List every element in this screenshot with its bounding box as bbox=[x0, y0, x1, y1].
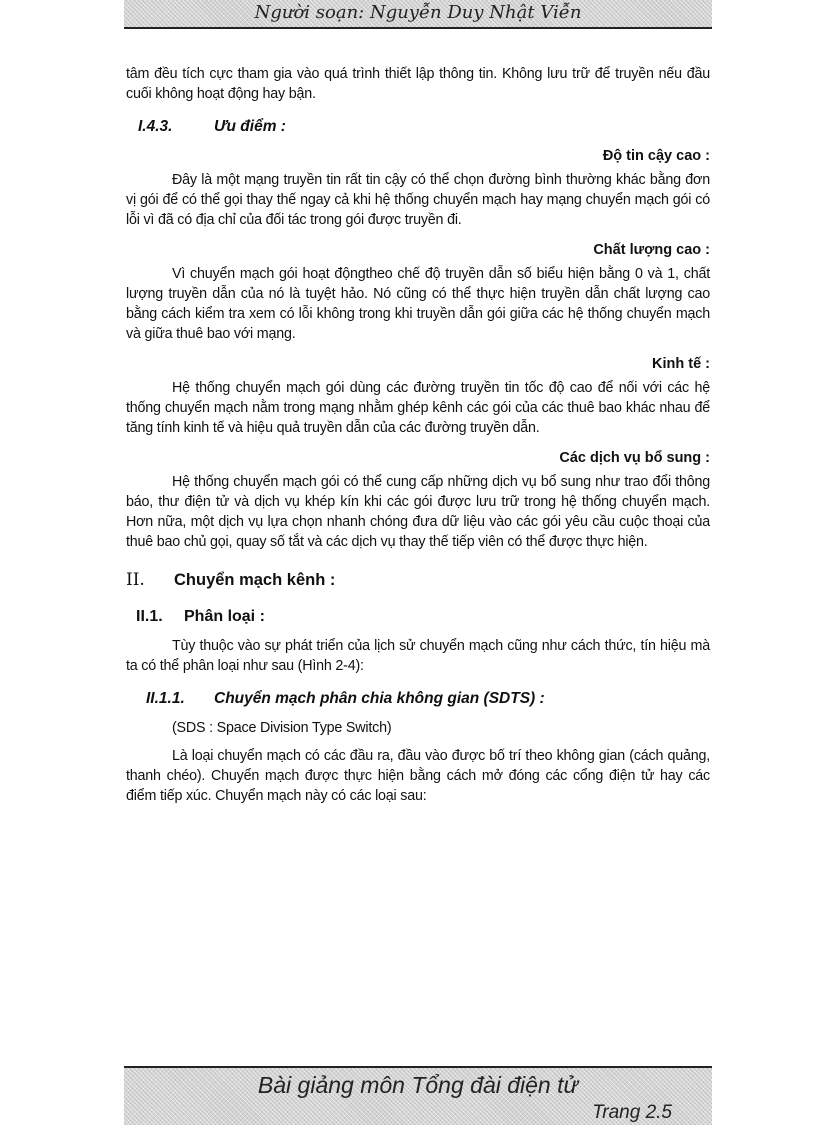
paragraph-economy: Hệ thống chuyển mạch gói dùng các đường truyền tin tốc độ cao để nối với các hệ thống chuyển mạch nằm trong mạng nhằm ghép kênh các gói của các thuê bao khác nhau để tăng tính kinh tế và hiệu quả truyền dẫn của các đường truyền dẫn. bbox=[126, 380, 710, 436]
section-number: II. bbox=[126, 570, 145, 590]
subheading-economy: Kinh tế : bbox=[652, 356, 710, 372]
subheading-quality: Chất lượng cao : bbox=[593, 242, 710, 258]
page-number: Trang 2.5 bbox=[592, 1102, 672, 1123]
author-line: Người soạn: Nguyễn Duy Nhật Viễn bbox=[254, 2, 582, 23]
paragraph-classification: Tùy thuộc vào sự phát triển của lịch sử chuyển mạch cũng như cách thức, tín hiệu mà ta có thể phân loại như sau (Hình 2-4): bbox=[126, 638, 710, 674]
section-heading-advantages bbox=[126, 118, 710, 136]
section-title: Chuyển mạch kênh : bbox=[174, 571, 336, 589]
paragraph-reliability: Đây là một mạng truyền tin rất tin cậy có thể chọn đường bình thường khác bằng đơn vị gói để có thể gọi thay thế ngay cả khi hệ thống chuyển mạch hay mạng chuyển mạch gói có lỗi vì đã có địa chỉ của đối tác trong gói được truyền đi. bbox=[126, 172, 710, 228]
sds-note: (SDS : Space Division Type Switch) bbox=[172, 720, 392, 736]
section-heading-sdts bbox=[126, 690, 710, 708]
section-number: I.4.3. bbox=[138, 118, 173, 135]
section-title: Chuyển mạch phân chia không gian (SDTS) : bbox=[214, 690, 545, 707]
course-title: Bài giảng môn Tổng đài điện tử bbox=[257, 1072, 579, 1098]
subheading-reliability: Độ tin cậy cao : bbox=[602, 148, 710, 164]
section-title: Phân loại : bbox=[184, 608, 265, 625]
page-footer bbox=[124, 1066, 712, 1125]
page-header bbox=[124, 0, 712, 29]
subheading-services: Các dịch vụ bổ sung : bbox=[559, 450, 710, 466]
section-title: Ưu điểm : bbox=[214, 118, 286, 135]
paragraph-sds: Là loại chuyển mạch có các đầu ra, đầu vào được bố trí theo không gian (cách quảng, thanh chéo). Chuyển mạch được thực hiện bằng cách mở đóng các cổng điện tử hay các điểm tiếp xúc. Chuyển mạch này có các loại sau: bbox=[126, 748, 710, 804]
section-heading-classification bbox=[126, 608, 710, 626]
section-number: II.1.1. bbox=[146, 690, 185, 707]
intro-paragraph: tâm đều tích cực tham gia vào quá trình thiết lập thông tin. Không lưu trữ để truyền nếu đầu cuối không hoạt động hay bận. bbox=[126, 66, 710, 102]
section-heading-circuit-switching bbox=[126, 570, 710, 590]
section-number: II.1. bbox=[136, 608, 163, 625]
paragraph-quality: Vì chuyển mạch gói hoạt độngtheo chế độ truyền dẫn số biểu hiện bằng 0 và 1, chất lượng truyền dẫn của nó là tuyệt hảo. Nó cũng có thể thực hiện truyền dẫn chất lượng cao bằng cách kiểm tra xem có lỗi không trong khi truyền dẫn gói giữa các hệ thống chuyển mạch và giữa thuê bao với mạng. bbox=[126, 266, 710, 342]
paragraph-services: Hệ thống chuyển mạch gói có thể cung cấp những dịch vụ bổ sung như trao đổi thông báo, thư điện tử và dịch vụ khép kín khi các gói được lưu trữ trong hệ thống chuyển mạch. Hơn nữa, một dịch vụ lựa chọn nhanh chóng đưa dữ liệu vào các gói yêu cầu cuộc thoại của thuê bao chủ gọi, quay số tắt và các dịch vụ thay thế tiếp viên có thể được thực hiện. bbox=[126, 474, 710, 550]
document-body bbox=[126, 64, 710, 806]
